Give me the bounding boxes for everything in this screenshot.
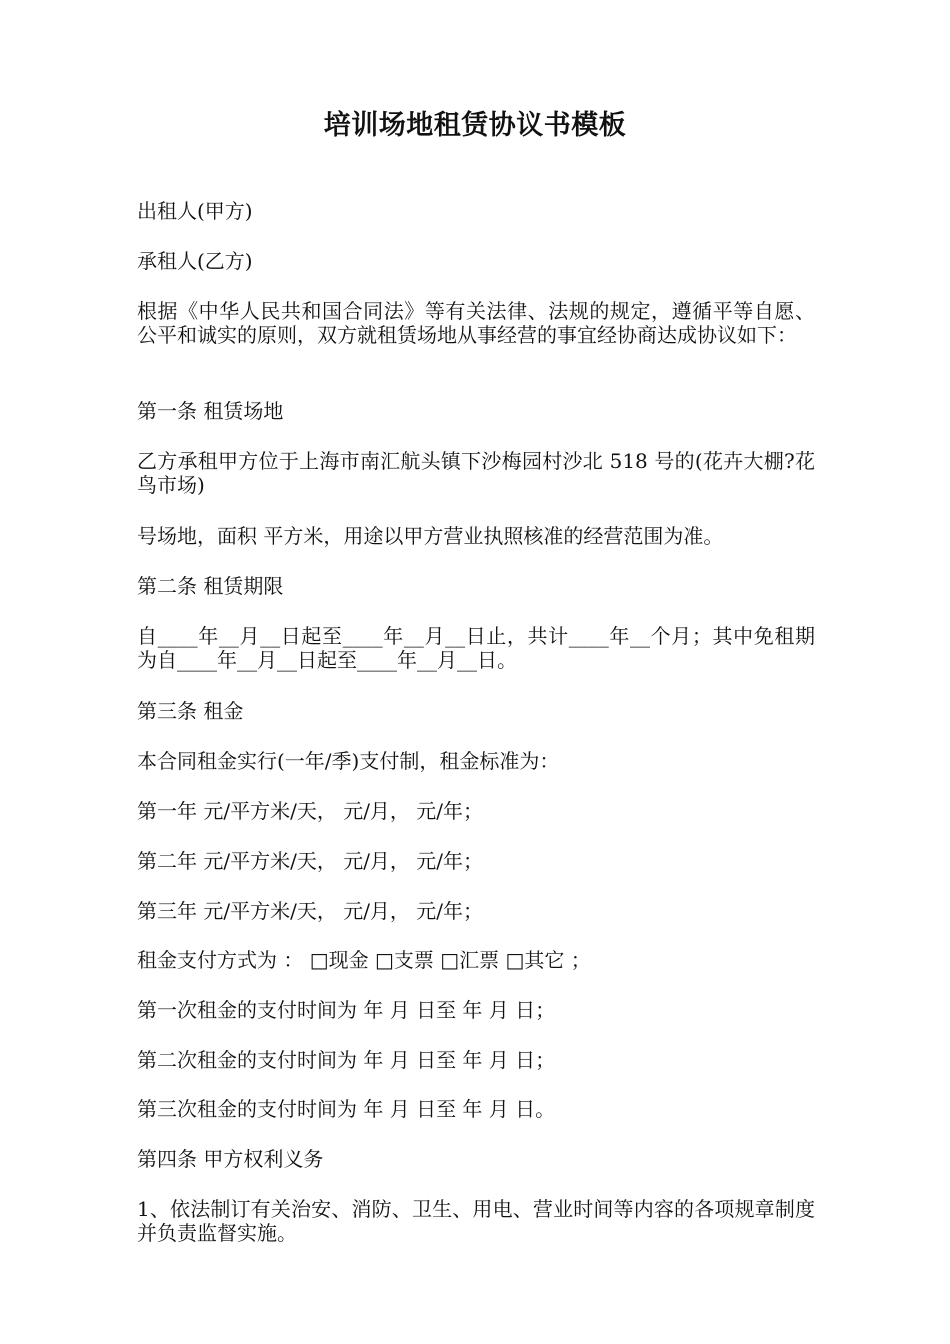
rent-year-1: 第一年 元/平方米/天， 元/月， 元/年；	[137, 799, 484, 823]
article-1-location: 乙方承租甲方位于上海市南汇航头镇下沙梅园村沙北 518 号的(花卉大棚?花鸟市场)	[137, 449, 815, 497]
preamble-paragraph: 根据《中华人民共和国合同法》等有关法律、法规的规定，遵循平等自愿、公平和诚实的原则，双方就租赁场地从事经营的事宜经协商达成协议如下：	[137, 299, 815, 347]
payment-time-2: 第二次租金的支付时间为 年 月 日至 年 月 日；	[137, 1048, 556, 1072]
article-3-heading: 第三条 租金	[137, 699, 244, 723]
payment-method-line: 租金支付方式为 ： □现金 □支票 □汇票 □其它 ；	[137, 948, 591, 972]
lessor-line: 出租人(甲方)	[137, 199, 253, 223]
article-4-clause-1: 1、依法制订有关治安、消防、卫生、用电、营业时间等内容的各项规章制度并负责监督实施。	[137, 1197, 815, 1245]
article-2-term: 自____年__月__日起至____年__月__日止，共计____年__个月；其中免租期为自____年__月__日起至____年__月__日。	[137, 624, 815, 672]
payment-time-3: 第三次租金的支付时间为 年 月 日至 年 月 日。	[137, 1097, 556, 1121]
payment-time-1: 第一次租金的支付时间为 年 月 日至 年 月 日；	[137, 998, 556, 1022]
lessee-line: 承租人(乙方)	[137, 249, 253, 273]
article-4-heading: 第四条 甲方权利义务	[137, 1147, 324, 1171]
article-2-heading: 第二条 租赁期限	[137, 574, 284, 598]
article-1-area: 号场地，面积 平方米，用途以甲方营业执照核准的经营范围为准。	[137, 524, 724, 548]
rent-year-2: 第二年 元/平方米/天， 元/月， 元/年；	[137, 849, 484, 873]
document-title: 培训场地租赁协议书模板	[323, 110, 627, 141]
article-1-heading: 第一条 租赁场地	[137, 399, 284, 423]
rent-year-3: 第三年 元/平方米/天， 元/月， 元/年；	[137, 899, 484, 923]
rent-system-line: 本合同租金实行(一年/季)支付制，租金标准为：	[137, 749, 560, 773]
